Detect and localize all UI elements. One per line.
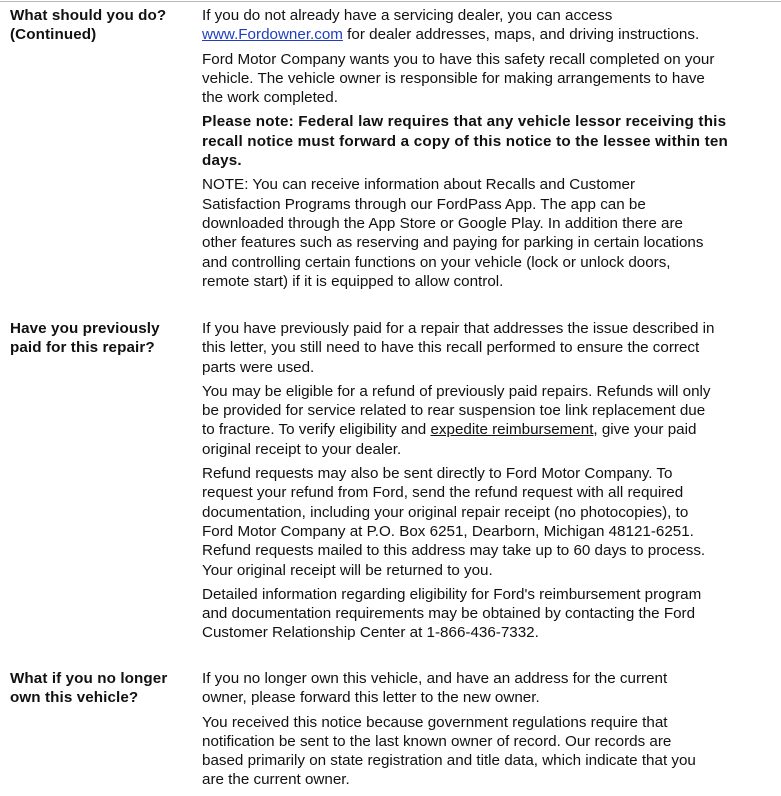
paragraph-refund-eligibility — [202, 382, 778, 459]
paragraph-servicing-dealer — [202, 6, 778, 45]
fordowner-link[interactable]: www.Fordowner.com — [202, 26, 343, 44]
paragraph-refund-mail: Refund requests may also be sent directly to Ford Motor Company. To request your refund from Ford, send the refund request with all required documentation, including your original repair receipt (no photocopies), to Ford Motor Company at P.O. Box 6251, Dearborn, Michigan 48121-6251. Refund requests mailed to this address may take up to 60 days to process. Your original receipt will be returned to you. — [202, 465, 706, 579]
section-body — [202, 6, 778, 296]
section-body — [202, 319, 778, 648]
section-body — [202, 669, 778, 795]
paragraph-relationship-center: Detailed information regarding eligibility for Ford's reimbursement program and documentation requirements may be obtained by contacting the Ford Customer Relationship Center at 1-866-436-7332. — [202, 585, 702, 642]
paragraph-lessor-note: Please note: Federal law requires that any vehicle lessor receiving this recall notice must forward a copy of this notice to the lessee within ten days. — [202, 113, 729, 170]
paragraph-fordpass-note: NOTE: You can receive information about Recalls and Customer Satisfaction Programs through our FordPass App. The app can be downloaded through the App Store or Google Play. In addition there are other features such as reserving and paying for parking in certain locations and controlling certain functions on your vehicle (lock or unlock doors, remote start) if it is equipped to allow control. — [202, 176, 704, 290]
section-heading: What should you do? (Continued) — [10, 7, 167, 44]
paragraph-notice-reason: You received this notice because government regulations require that notification be sent to the last known owner of record. Our records are based primarily on state registration and title data, which indicate that you are the current owner. — [202, 713, 696, 789]
text-run: You may be eligible for a refund of previously paid repairs. Refunds will only be provided for service related to rear suspension toe link replacement due to fracture. To verify eligibility and — [202, 382, 711, 439]
top-divider — [0, 1, 781, 2]
section-heading: Have you previously paid for this repair? — [10, 320, 160, 357]
expedite-reimbursement-link[interactable]: expedite reimbursement — [430, 421, 594, 439]
text-run: If you do not already have a servicing dealer, you can access — [202, 7, 613, 24]
text-run: for dealer addresses, maps, and driving instructions. — [342, 26, 700, 44]
paragraph-forward-letter: If you no longer own this vehicle, and have an address for the current owner, please forward this letter to the new owner. — [202, 670, 668, 707]
section-heading: What if you no longer own this vehicle? — [10, 670, 168, 707]
paragraph-previous-repair: If you have previously paid for a repair that addresses the issue described in this letter, you still need to have this recall performed to ensure the correct parts were used. — [202, 320, 715, 376]
text-run: , give your paid original receipt to your dealer. — [202, 421, 697, 458]
paragraph-recall-completion: Ford Motor Company wants you to have this safety recall completed on your vehicle. The vehicle owner is responsible for making arrangements to have the work completed. — [202, 50, 715, 107]
